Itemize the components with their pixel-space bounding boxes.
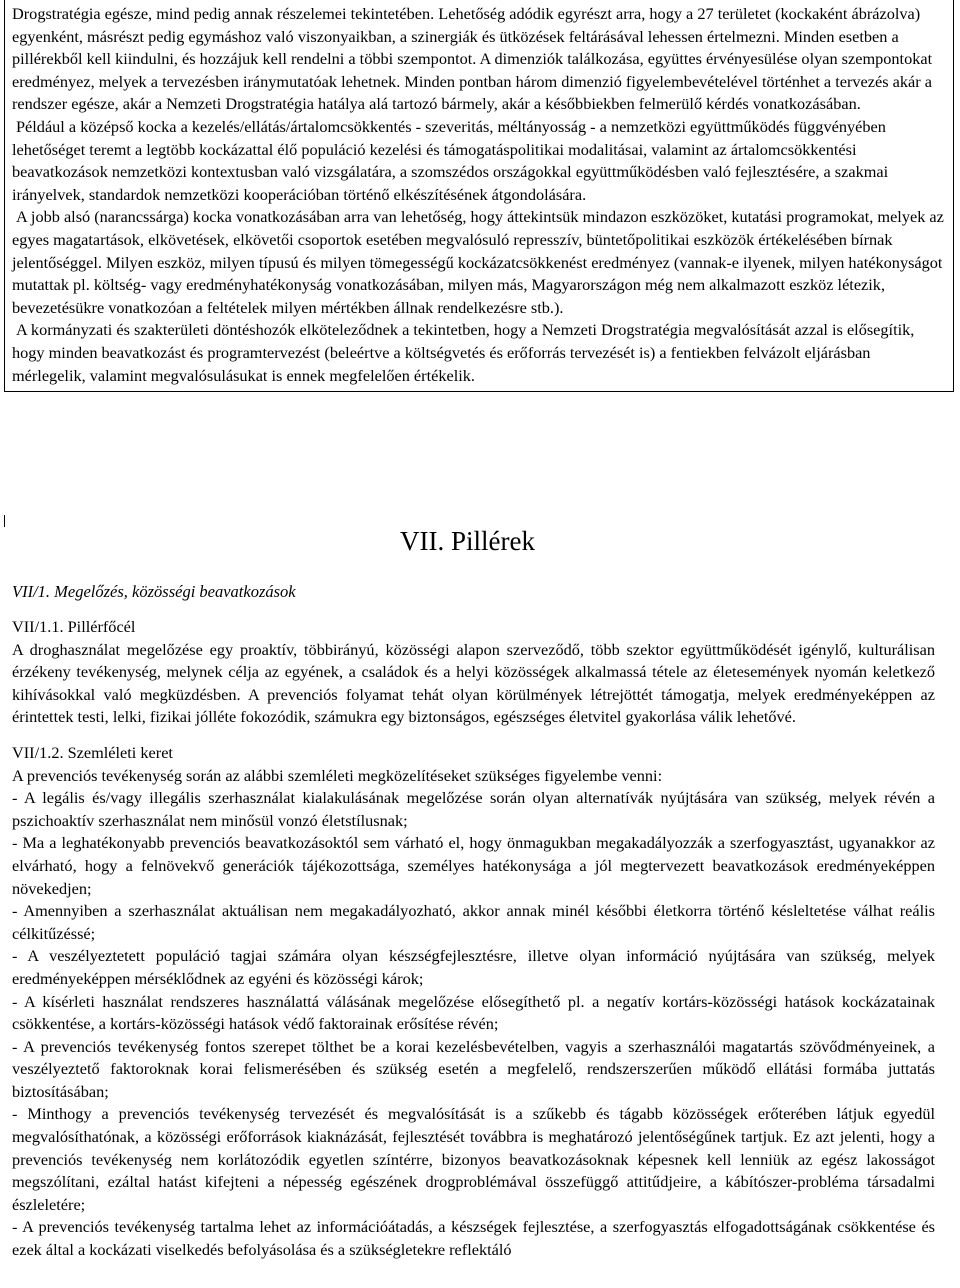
list-item: - A prevenciós tevékenység fontos szerepet tölthet be a korai kezelésbevételben, vagyis a szerhasználói magatartás szövődményeinek, a veszélyeztető faktoroknak korai felismerésében és szükség esetén a megfelelő, rendszerszerűen működő ellátási formába juttatás biztosításában; — [12, 1036, 935, 1101]
list-item: - Amennyiben a szerhasználat aktuálisan nem megakadályozható, akkor annak minél későbbi életkorra történő késleltetése válhat reális célkitűzéssé; — [12, 901, 935, 943]
intro-paragraph: A jobb alsó (narancssárga) kocka vonatkozásában arra van lehetőség, hogy áttekintsük mindazon eszközöket, kutatási programokat, melyek az egyes magatartások, elkövetések, elkövetői csoportok esetében megvalósuló represszív, büntetőpolitikai eszközök értékelésében bírnak jelentőséggel. Milyen eszköz, milyen típusú és milyen tömegességű kockázatcsökkenést eredményez (vannak-e ilyenek, milyen hatékonyságot mutattak pl. költség- vagy eredményhatékonyság vonatkozásában, milyen más, Magyarországon még nem alkalmazott eszköz létezik, bevezetésükre vonatkozóan a feltételek milyen mértékben állnak rendelkezésre stb.). — [12, 207, 944, 317]
intro-paragraph: Drogstratégia egésze, mind pedig annak részelemei tekintetében. Lehetőség adódik egyrészt arra, hogy a 27 területet (kockaként ábrázolva) egyenként, másrészt pedig egymáshoz való viszonyaikban, a szinergiák és ütközések feltárásával lehessen értelmezni. Minden esetben a pillérekből kell kiindulni, és hozzájuk kell rendelni a többi szempontot. A dimenziók találkozása, együttes érvényesülése olyan szempontokat eredményez, melyek a tervezésben iránymutatóak lehetnek. Minden pontban három dimenzió figyelembevételével történhet a tervezés akár a rendszer egésze, akár a Nemzeti Drogstratégia hatálya alá tartozó bármely, akár a későbbiekben felmerülő kérdés vonatkozásában. — [12, 4, 933, 114]
body-paragraph: A prevenciós tevékenység során az alábbi szemléleti megközelítéseket szükséges figyelembe venni: — [12, 765, 663, 785]
body-paragraph: A droghasználat megelőzése egy proaktív, többirányú, közösségi alapon szerveződő, több szektor együttműködését igénylő, kulturálisan érzékeny tevékenység, melynek célja az egyének, a családok és a helyi közösségek alkalmassá tétele az életesemények nyomán keletkező kihívásokkal való megküzdésben. A prevenciós folyamat tehát olyan körülmények létrejöttét támogatja, melyek eredményeképpen az érintettek testi, lelki, fizikai jólléte fokozódik, számukra egy biztonságos, egészséges életvitel gyakorlása válik lehetővé. — [12, 639, 935, 727]
list-item: - Ma a leghatékonyabb prevenciós beavatkozásoktól sem várható el, hogy önmagukban megakadályozzák a szerfogyasztást, ugyanakkor az elvárható, hogy a felnövekvő generációk tájékozottsága, személyes hatékonysága a jól megtervezett beavatkozások eredményeképpen növekedjen; — [12, 833, 935, 898]
framed-text-block — [4, 0, 954, 392]
subsection-heading: VII/1.1. Pillérfőcél — [12, 617, 136, 636]
list-item: - A kísérleti használat rendszeres használattá válásának megelőzése elősegíthető pl. a negatív kortárs-közösségi hatások kockázatainak csökkentése, a kortárs-közösségi hatások védő faktorainak erősítése révén; — [12, 991, 935, 1034]
list-item: - A prevenciós tevékenység tartalma lehet az információátadás, a készségek fejlesztése, a szerfogyasztás elfogadottságának csökkentése és ezek által a kockázati viselkedés befolyásolása és a szükségletekre reflektáló — [12, 1217, 935, 1260]
list-item: - Minthogy a prevenciós tevékenység tervezését és megvalósítását is a szűkebb és tágabb közösségek erőterében látjuk egyedül megvalósíthatónak, a közösségi erőforrások kiaknázását, fejlesztését továbbra is meghatározó jelentőségűnek tartjuk. Ez azt jelenti, hogy a prevenciós tevékenység nem korlátozódik egyetlen színtérre, bizonyos beavatkozásoknak képesnek kell lenniük az egész lakosságot megszólítani, ezáltal hatást kifejteni a népesség egészének drogproblémával összefüggő attitűdjeire, a kábítószer-probléma társadalmi észleletére; — [12, 1104, 935, 1214]
intro-paragraph: Például a középső kocka a kezelés/ellátás/ártalomcsökkentés - szeveritás, méltányosság - a nemzetközi együttműködés függvényében lehetőséget teremt a legtöbb kockázattal élő populáció kezelési és támogatáspolitikai modalitásai, valamint az ártalomcsökkentési beavatkozások nemzetközi kontextusban való vizsgálatára, a szomszédos országokkal együttműködésben való fejlesztésére, a szakmai irányelvek, standardok nemzetközi kooperációban történő elkészítésének átgondolására. — [12, 116, 889, 204]
body-text — [12, 616, 935, 1262]
list-item: - A veszélyeztetett populáció tagjai számára olyan készségfejlesztésre, illetve olyan információ nyújtására van szükség, melyek eredményeképpen mérséklődnek az egyéni és közösségi károk; — [12, 946, 935, 988]
intro-paragraph: A kormányzati és szakterületi döntéshozók elköteleződnek a tekintetben, hogy a Nemzeti Drogstratégia megvalósítását azzal is elősegítik, hogy minden beavatkozást és programtervezést (beleértve a költségvetés és erőforrás tervezését is) a fentiekben felvázolt eljárásban mérlegelik, valamint megvalósulásukat is ennek megfelelően értékelik. — [12, 320, 915, 385]
section-title: VII/1. Megelőzés, közösségi beavatkozások — [12, 582, 296, 601]
frame-edge-line — [4, 515, 5, 527]
list-item: - A legális és/vagy illegális szerhasználat kialakulásának megelőzése során olyan alternatívák nyújtására van szükség, melyek révén a pszichoaktív szerhasználat nem minősül vonzó életstílusnak; — [12, 788, 935, 830]
subsection-heading: VII/1.2. Szemléleti keret — [12, 742, 173, 762]
chapter-title: VII. Pillérek — [400, 526, 535, 556]
paragraph-spacer — [12, 729, 935, 742]
